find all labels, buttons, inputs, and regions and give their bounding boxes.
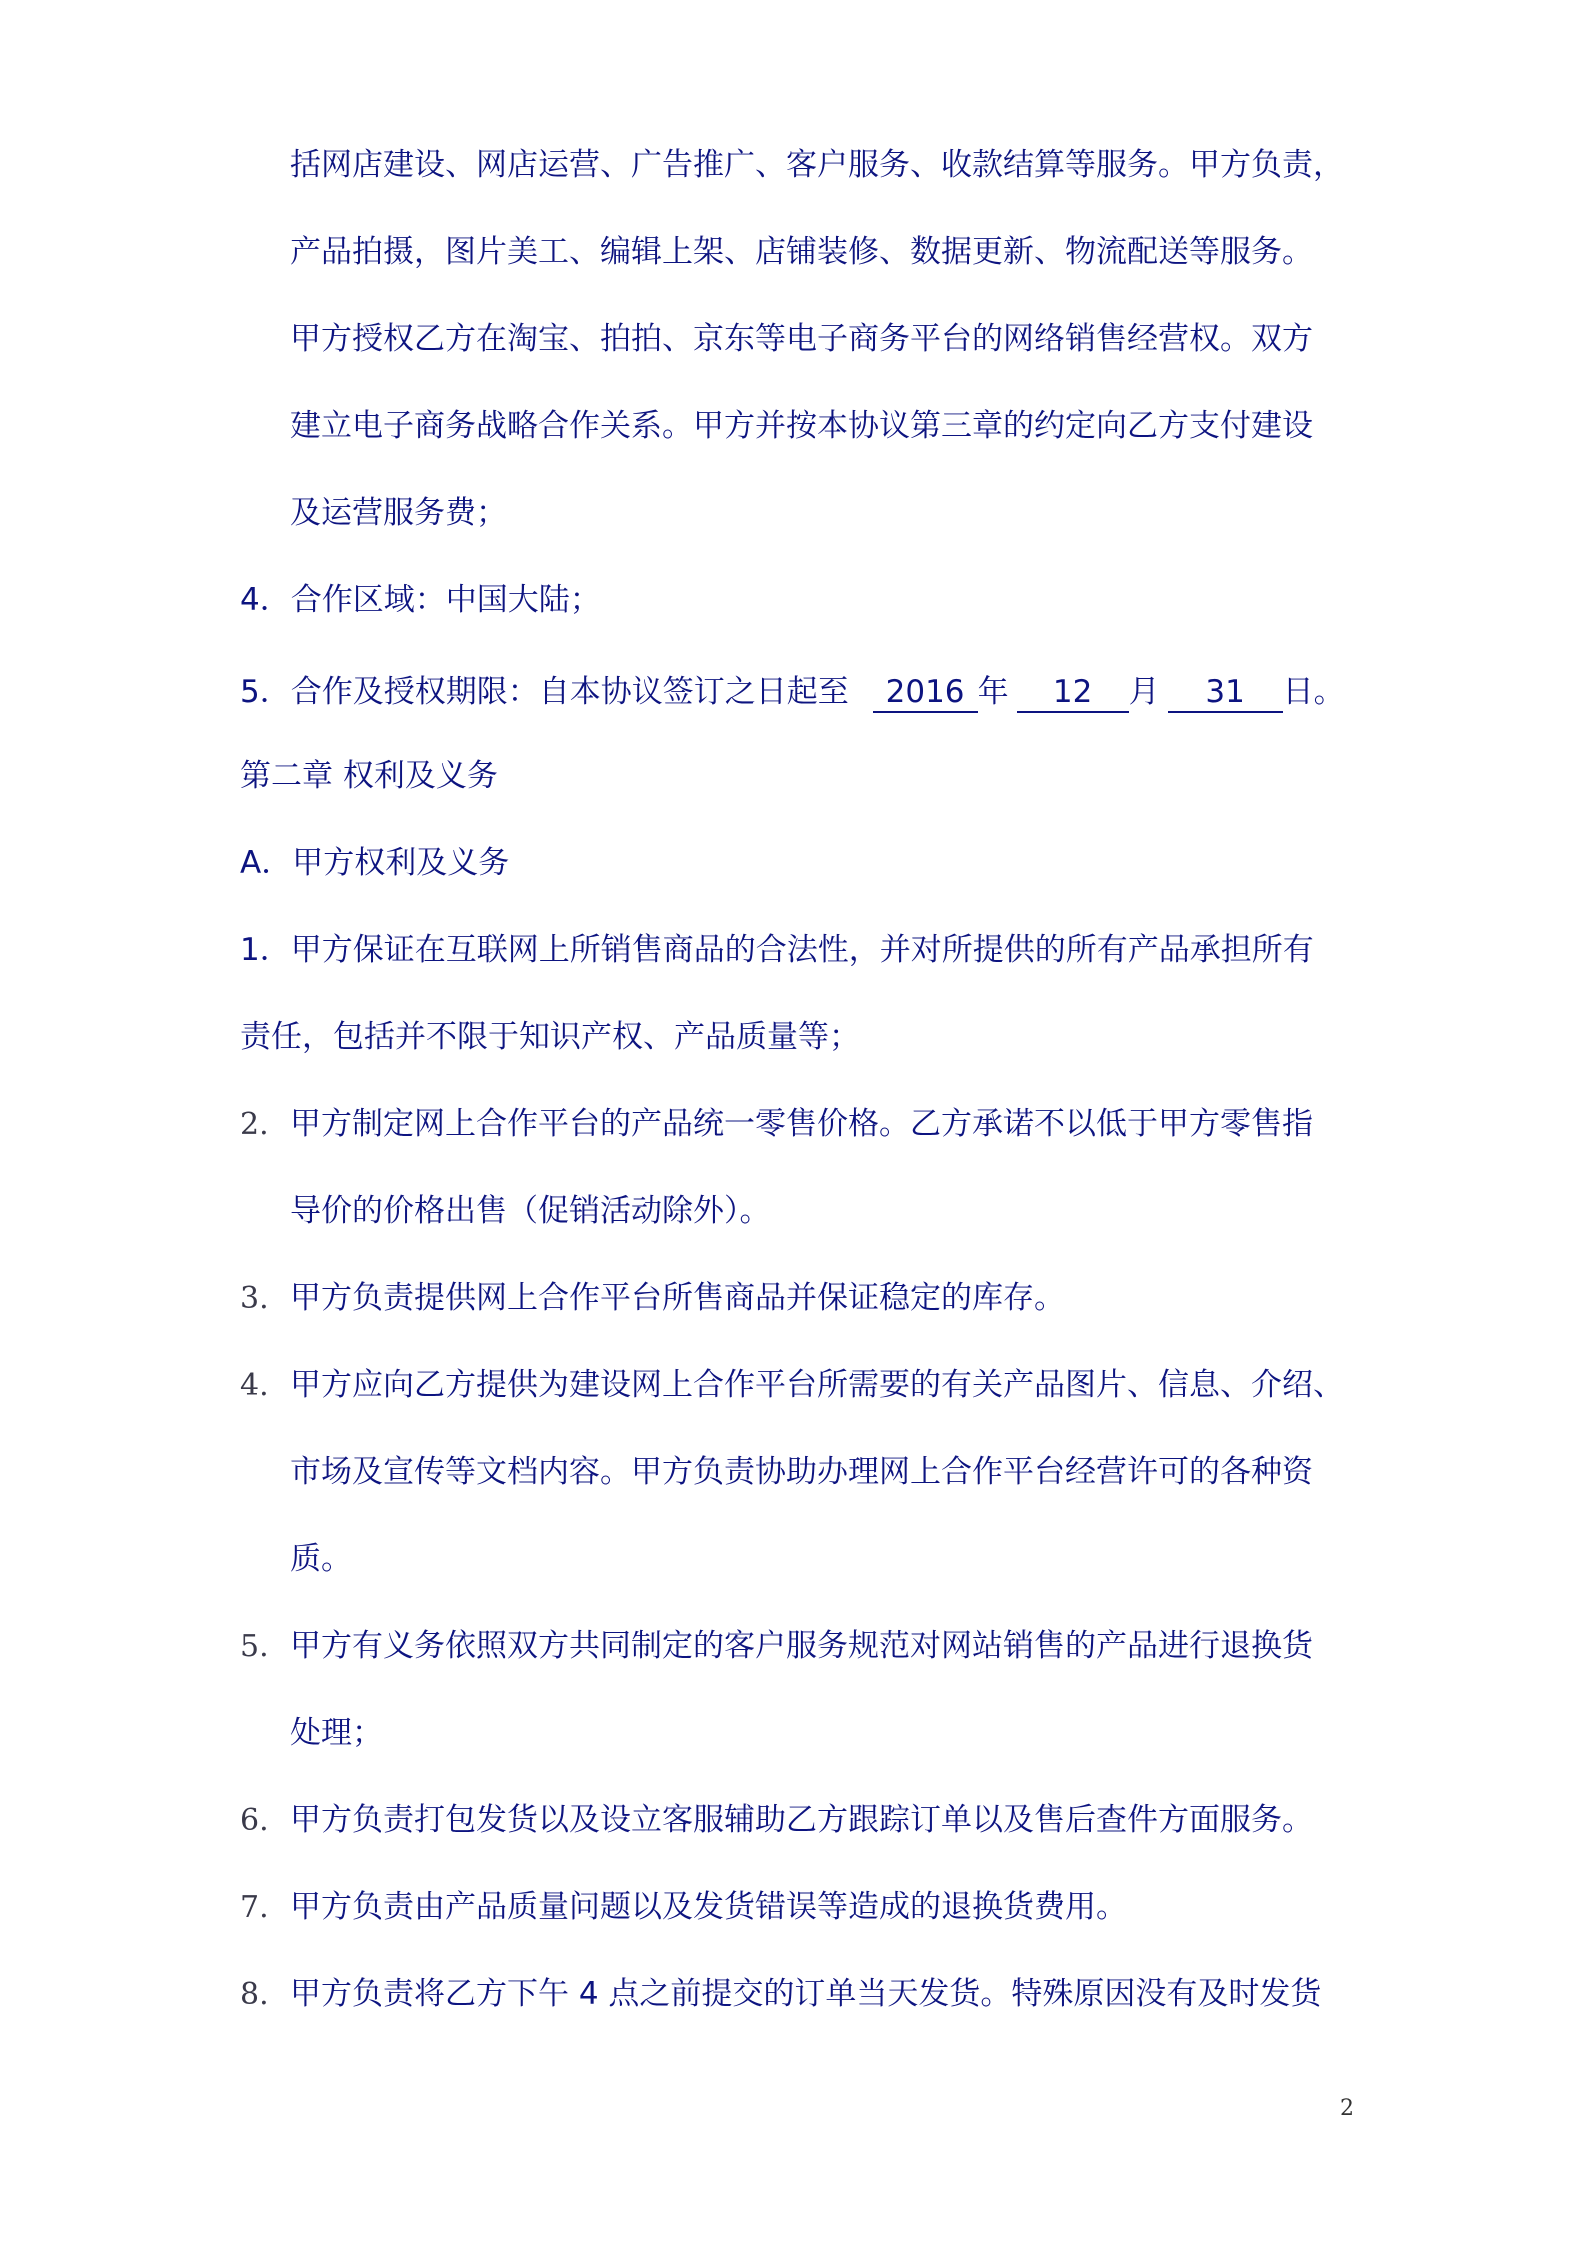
year-field: 2016: [873, 673, 978, 713]
chapter-heading: 第二章 权利及义务: [240, 758, 498, 794]
paragraph-line: 处理；: [290, 1715, 383, 1751]
item-text: 合作区域：中国大陆；: [290, 582, 601, 618]
item-number: 6.: [240, 1803, 269, 1838]
month-field: 12: [1017, 673, 1129, 713]
item-text: 甲方制定网上合作平台的产品统一零售价格。乙方承诺不以低于甲方零售指: [290, 1106, 1313, 1142]
section-heading: A．甲方权利及义务: [240, 845, 510, 881]
paragraph-line: 市场及宣传等文档内容。甲方负责协助办理网上合作平台经营许可的各种资: [290, 1454, 1313, 1490]
item-number: 5.: [240, 1629, 269, 1664]
paragraph-line: 建立电子商务战略合作关系。甲方并按本协议第三章的约定向乙方支付建设: [290, 408, 1313, 444]
clause-item-a7: [240, 1887, 1127, 1928]
item-number: 2.: [240, 1107, 269, 1142]
item-text: 甲方负责提供网上合作平台所售商品并保证稳定的库存。: [290, 1280, 1065, 1316]
paragraph-line: 产品拍摄，图片美工、编辑上架、店铺装修、数据更新、物流配送等服务。: [290, 234, 1313, 270]
day-unit: 日。: [1282, 674, 1345, 710]
item-number: 1．: [240, 932, 291, 968]
clause-item-a1: [240, 930, 1314, 970]
item-text: 甲方负责打包发货以及设立客服辅助乙方跟踪订单以及售后查件方面服务。: [290, 1802, 1313, 1838]
item-text: 甲方负责由产品质量问题以及发货错误等造成的退换货费用。: [290, 1889, 1127, 1925]
paragraph-line: 责任，包括并不限于知识产权、产品质量等；: [240, 1019, 860, 1055]
month-unit: 月: [1128, 674, 1160, 710]
paragraph-line: 括网店建设、网店运营、广告推广、客户服务、收款结算等服务。甲方负责，: [290, 147, 1344, 183]
clause-item-a3: [240, 1278, 1065, 1319]
item-text: 甲方有义务依照双方共同制定的客户服务规范对网站销售的产品进行退换货: [290, 1628, 1313, 1664]
clause-item-5: [240, 672, 1345, 713]
item-text: 合作及授权期限：自本协议签订之日起至: [290, 674, 849, 710]
item-number: 4．: [240, 582, 291, 618]
day-field: 31: [1168, 673, 1283, 713]
paragraph-line: 甲方授权乙方在淘宝、拍拍、京东等电子商务平台的网络销售经营权。双方: [290, 321, 1313, 357]
item-number: 7.: [240, 1890, 269, 1925]
paragraph-line: 导价的价格出售（促销活动除外）。: [290, 1193, 771, 1229]
item-number: 8.: [240, 1977, 269, 2012]
item-number: 4.: [240, 1368, 269, 1403]
clause-item-4: [240, 580, 601, 620]
item-text: 甲方应向乙方提供为建设网上合作平台所需要的有关产品图片、信息、介绍、: [290, 1367, 1344, 1403]
year-unit: 年: [977, 674, 1009, 710]
clause-item-a5: [240, 1626, 1313, 1667]
page-number: 2: [1340, 2096, 1354, 2121]
clause-item-a8: [240, 1974, 1321, 2015]
paragraph-line: 质。: [290, 1541, 352, 1577]
paragraph-line: 及运营服务费；: [290, 495, 507, 531]
item-number: 5．: [240, 674, 291, 710]
item-text: 甲方保证在互联网上所销售商品的合法性，并对所提供的所有产品承担所有: [290, 932, 1314, 968]
clause-item-a6: [240, 1800, 1313, 1841]
item-text: 甲方负责将乙方下午 4 点之前提交的订单当天发货。特殊原因没有及时发货: [290, 1976, 1322, 2012]
clause-item-a4: [240, 1365, 1344, 1406]
clause-item-a2: [240, 1104, 1313, 1145]
item-number: 3.: [240, 1281, 269, 1316]
